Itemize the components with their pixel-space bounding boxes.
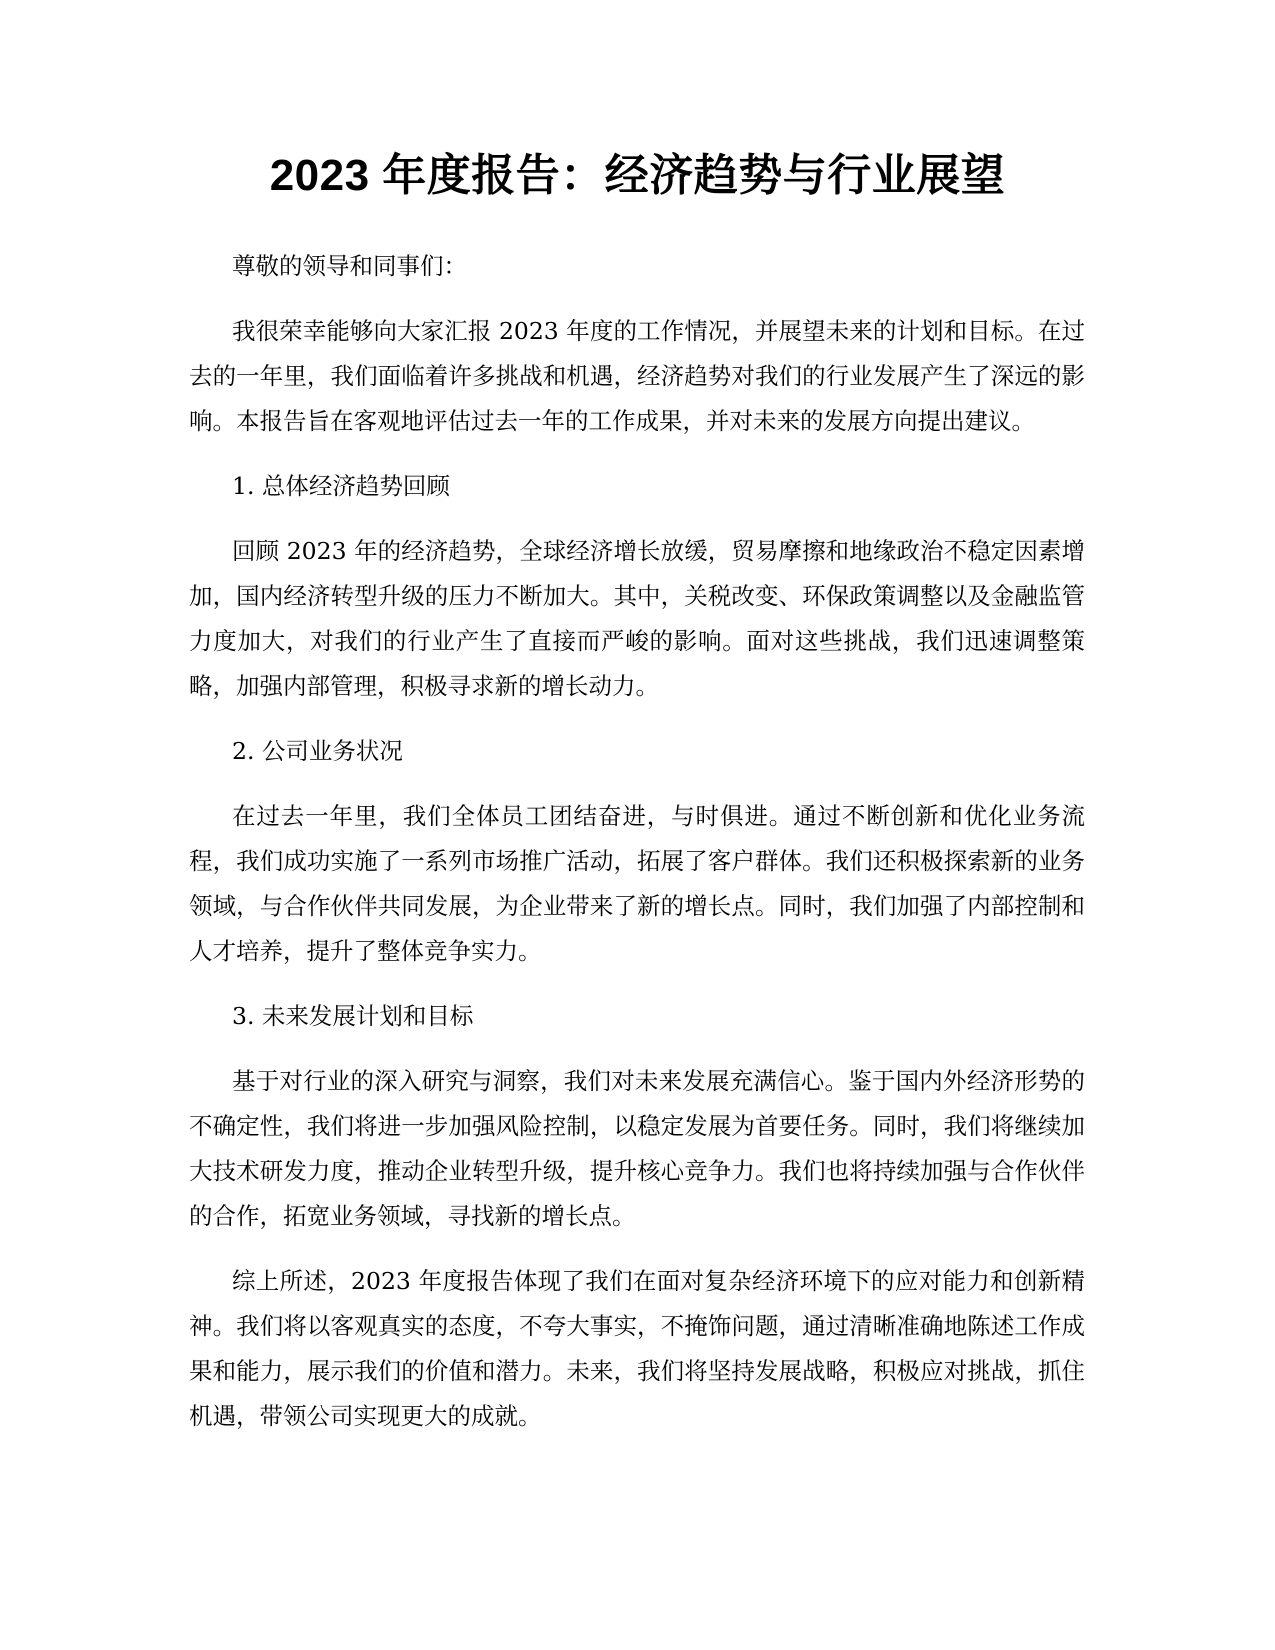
- section-heading-future-plans: 3. 未来发展计划和目标: [232, 1002, 474, 1030]
- section-heading-economic-review: 1. 总体经济趋势回顾: [232, 472, 450, 500]
- economic-review-paragraph: 回顾 2023 年的经济趋势，全球经济增长放缓，贸易摩擦和地缘政治不稳定因素增加，国内经济转型升级的压力不断加大。其中，关税改变、环保政策调整以及金融监管力度加大，对我们的行业产生了直接而严峻的影响。面对这些挑战，我们迅速调整策略，加强内部管理，积极寻求新的增长动力。: [189, 537, 1085, 700]
- document-body: [189, 244, 1085, 1459]
- intro-paragraph: 我很荣幸能够向大家汇报 2023 年度的工作情况，并展望未来的计划和目标。在过去的一年里，我们面临着许多挑战和机遇，经济趋势对我们的行业发展产生了深远的影响。本报告旨在客观地评估过去一年的工作成果，并对未来的发展方向提出建议。: [189, 317, 1085, 435]
- future-plans-paragraph: 基于对行业的深入研究与洞察，我们对未来发展充满信心。鉴于国内外经济形势的不确定性，我们将进一步加强风险控制，以稳定发展为首要任务。同时，我们将继续加大技术研发力度，推动企业转型升级，提升核心竞争力。我们也将持续加强与合作伙伴的合作，拓宽业务领域，寻找新的增长点。: [189, 1067, 1085, 1230]
- conclusion-paragraph: 综上所述，2023 年度报告体现了我们在面对复杂经济环境下的应对能力和创新精神。我们将以客观真实的态度，不夸大事实，不掩饰问题，通过清晰准确地陈述工作成果和能力，展示我们的价值和潜力。未来，我们将坚持发展战略，积极应对挑战，抓住机遇，带领公司实现更大的成就。: [189, 1267, 1085, 1430]
- section-heading-business-status: 2. 公司业务状况: [232, 737, 403, 765]
- salutation: 尊敬的领导和同事们：: [232, 252, 467, 280]
- business-status-paragraph: 在过去一年里，我们全体员工团结奋进，与时俱进。通过不断创新和优化业务流程，我们成功实施了一系列市场推广活动，拓展了客户群体。我们还积极探索新的业务领域，与合作伙伴共同发展，为企业带来了新的增长点。同时，我们加强了内部控制和人才培养，提升了整体竞争实力。: [189, 802, 1085, 965]
- document-title: 2023 年度报告：经济趋势与行业展望: [269, 151, 1006, 200]
